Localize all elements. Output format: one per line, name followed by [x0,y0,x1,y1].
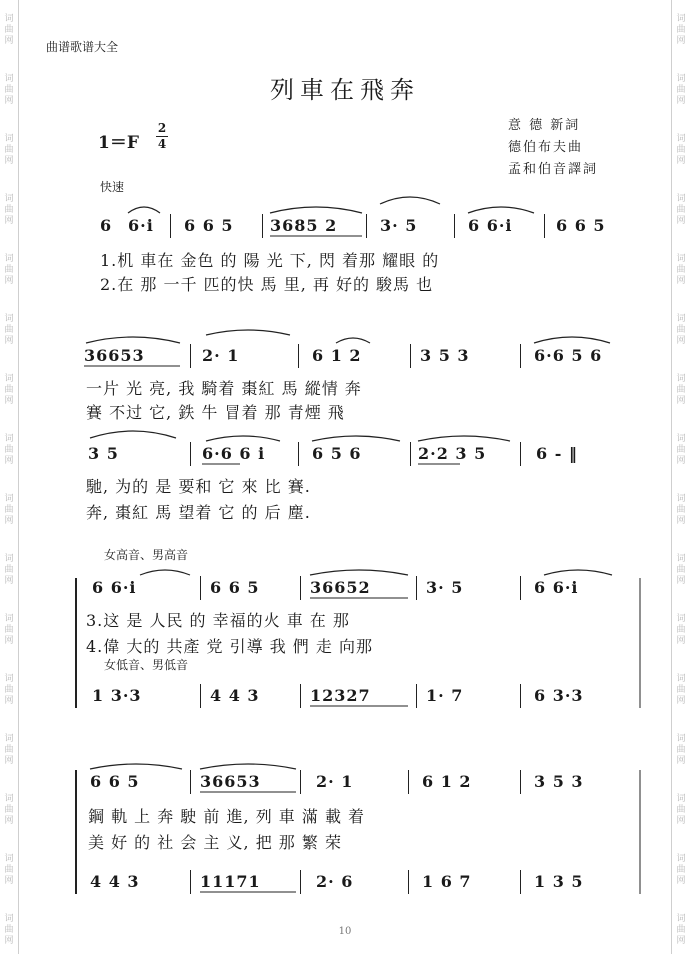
measure: 36653 [84,346,145,365]
watermark-text: 词 曲 网 [676,494,686,526]
barline [520,344,521,368]
barline [190,344,191,368]
slur [534,337,610,343]
measure: 1· 7 [426,686,464,705]
measure: 2·2 3 5 [418,444,487,463]
credit-translator: 孟和伯音譯詞 [508,162,599,177]
measure: 6 6 5 [90,772,140,791]
slur [270,207,362,213]
watermark-text: 词 曲 网 [676,734,686,766]
time-signature [156,122,168,151]
measure: 6·i [128,216,154,235]
barline [454,214,455,238]
watermark-text: 词 曲 网 [4,374,14,406]
measure: 6 6·i [534,578,579,597]
slur [90,431,176,438]
watermark-text: 词 曲 网 [676,374,686,406]
key-signature: 1＝F [98,133,139,153]
watermark-text: 词 曲 网 [4,194,14,226]
barline [410,442,411,466]
measure: 3 5 3 [420,346,470,365]
watermark-text: 词 曲 网 [676,254,686,286]
measure: 6 - ‖ [536,444,578,463]
measure: 1 3·3 [92,686,142,705]
measure: 6 1 2 [422,772,472,791]
watermark-text: 词 曲 网 [4,554,14,586]
watermark-text: 词 曲 网 [676,674,686,706]
slur [544,570,612,575]
measure: 12327 [310,686,371,705]
slur [86,337,180,343]
lyrics-verse-2: 賽 不过 它, 鉄 牛 冒着 那 青煙 飛 [86,403,345,422]
measure: 1 6 7 [422,872,472,891]
measure: 3· 5 [380,216,418,235]
barline [520,770,521,794]
slur [312,436,400,441]
measure: 11171 [200,872,261,891]
barline [408,870,409,894]
watermark-text: 词 曲 网 [4,614,14,646]
measure: 2· 1 [202,346,240,365]
watermark-text: 词 曲 网 [676,314,686,346]
measure: 6 3·3 [534,686,584,705]
slur [200,764,296,769]
watermark-text: 词 曲 网 [676,434,686,466]
lyrics-verse-4: 4.偉 大的 共產 党 引導 我 們 走 向那 [86,637,373,656]
watermark-text: 词 曲 网 [676,14,686,46]
barline [300,770,301,794]
lyrics-verse-3: 鋼 軌 上 奔 駛 前 進, 列 車 滿 載 着 [88,807,366,826]
credit-lyricist: 意 德 新詞 [508,118,581,133]
meter-top: 2 [157,121,167,135]
measure: 3 5 3 [534,772,584,791]
lyrics-verse-1: 1.机 車在 金色 的 陽 光 下, 閃 着那 耀眼 的 [100,251,440,270]
barline [298,344,299,368]
measure: 6·6 5 6 [534,346,603,365]
measure: 6·6 6 i [202,444,266,463]
barline [190,770,191,794]
barline [298,442,299,466]
lyrics-verse-1: 馳, 为的 是 要和 它 來 比 賽. [86,477,311,496]
barline [300,684,301,708]
watermark-text: 词 曲 网 [4,854,14,886]
slur [206,436,280,441]
meter-bottom: 4 [157,137,167,151]
slur [140,570,190,575]
measure: 6 1 2 [312,346,362,365]
measure: 6 6·i [92,578,137,597]
barline [300,576,301,600]
barline [366,214,367,238]
measure: 4 4 3 [210,686,260,705]
slur [468,207,534,213]
watermark-text: 词 曲 网 [676,794,686,826]
slur [418,436,510,441]
song-title: 列車在飛奔 [270,76,420,104]
watermark-text: 词 曲 网 [4,914,14,946]
watermark-text: 词 曲 网 [676,854,686,886]
measure: 36652 [310,578,371,597]
barline [300,870,301,894]
watermark-text: 词 曲 网 [4,734,14,766]
tie [380,197,440,204]
measure: 6 6 5 [184,216,234,235]
barline [520,442,521,466]
page-number: 10 [338,926,352,937]
barline [544,214,545,238]
measure: 6 6·i [468,216,513,235]
watermark-text: 词 曲 网 [4,74,14,106]
barline [416,576,417,600]
lyrics-verse-2: 奔, 棗紅 馬 望着 它 的 后 塵. [86,503,311,522]
watermark-text: 词 曲 网 [676,914,686,946]
measure: 1 3 5 [534,872,584,891]
slur [310,570,408,575]
barline [408,770,409,794]
measure: 6 6 5 [210,578,260,597]
watermark-text: 词 曲 网 [4,134,14,166]
watermark-text: 词 曲 网 [4,794,14,826]
measure: 2· 6 [316,872,354,891]
barline [520,684,521,708]
measure: 4 4 3 [90,872,140,891]
credit-composer: 德伯布夫曲 [508,140,584,155]
watermark-text: 词 曲 网 [676,194,686,226]
measure: 6 [100,216,113,235]
tie [206,330,290,335]
barline [200,684,201,708]
lyrics-verse-1: 一片 光 亮, 我 騎着 棗紅 馬 縱情 奔 [86,379,362,398]
lyrics-verse-2: 2.在 那 一千 匹的快 馬 里, 再 好的 駿馬 也 [100,275,434,294]
barline [170,214,171,238]
watermark-text: 词 曲 网 [4,14,14,46]
slur [90,764,182,769]
lower-voice-label: 女低音、男低音 [104,658,189,672]
barline [410,344,411,368]
upper-voice-label: 女高音、男高音 [104,548,189,562]
measure: 3· 5 [426,578,464,597]
measure: 3 5 [88,444,119,463]
measure: 36653 [200,772,261,791]
barline [200,576,201,600]
watermark-text: 词 曲 网 [676,134,686,166]
measure: 6 5 6 [312,444,362,463]
watermark-text: 词 曲 网 [4,254,14,286]
measure: 3685 2 [270,216,338,235]
watermark-text: 词 曲 网 [676,74,686,106]
watermark-text: 词 曲 网 [4,314,14,346]
site-name: 曲谱歌谱大全 [46,40,119,54]
barline [262,214,263,238]
watermark-text: 词 曲 网 [676,554,686,586]
tempo-marking: 快速 [100,180,125,194]
measure: 6 6 5 [556,216,606,235]
measure: 2· 1 [316,772,354,791]
barline [190,870,191,894]
slur [336,338,370,343]
barline [520,870,521,894]
barline [190,442,191,466]
slur [128,207,160,213]
lyrics-verse-4: 美 好 的 社 会 主 义, 把 那 繁 荣 [88,833,342,852]
watermark-text: 词 曲 网 [4,434,14,466]
watermark-text: 词 曲 网 [4,674,14,706]
barline [416,684,417,708]
watermark-text: 词 曲 网 [676,614,686,646]
lyrics-verse-3: 3.这 是 人民 的 幸福的火 車 在 那 [86,611,350,630]
watermark-text: 词 曲 网 [4,494,14,526]
barline [520,576,521,600]
